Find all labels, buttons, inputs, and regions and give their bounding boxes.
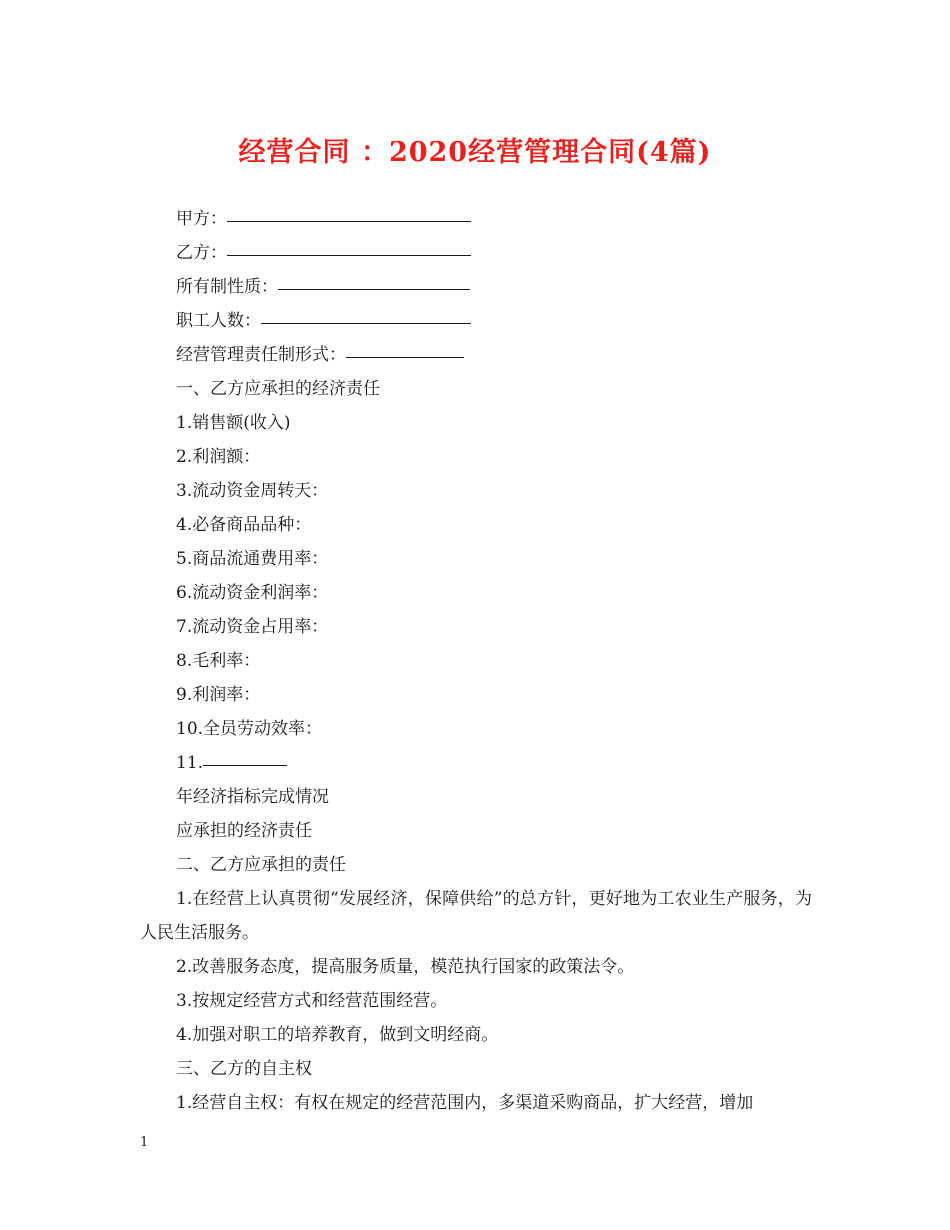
list-item: 1.经营自主权：有权在规定的经营范围内，多渠道采购商品，扩大经营，增加 xyxy=(176,1093,754,1113)
field-party-a xyxy=(140,202,812,236)
list-item: 3.按规定经营方式和经营范围经营。 xyxy=(176,991,448,1011)
field-label: 所有制性质： xyxy=(176,277,278,297)
section-heading-1: 一、乙方应承担的经济责任 xyxy=(176,379,380,399)
list-item: 2.利润额： xyxy=(176,447,261,467)
field-blank[interactable] xyxy=(278,269,470,290)
list-item: 6.流动资金利润率： xyxy=(176,583,329,603)
list-item: 10.全员劳动效率： xyxy=(176,719,323,739)
section-heading-3: 三、乙方的自主权 xyxy=(176,1059,312,1079)
section-heading-2: 二、乙方应承担的责任 xyxy=(176,855,346,875)
field-blank[interactable] xyxy=(227,235,471,256)
field-blank[interactable] xyxy=(346,337,464,358)
field-blank[interactable] xyxy=(203,745,287,766)
list-item: 8.毛利率： xyxy=(176,651,261,671)
list-item: 4.必备商品品种： xyxy=(176,515,312,535)
field-responsibility-form xyxy=(140,338,812,372)
field-party-b xyxy=(140,236,812,270)
document-body xyxy=(140,202,812,1120)
list-item: 3.流动资金周转天： xyxy=(176,481,329,501)
field-label: 乙方： xyxy=(176,243,227,263)
page-number: 1 xyxy=(140,1135,149,1150)
field-blank[interactable] xyxy=(261,303,471,324)
list-item-label: 11. xyxy=(176,753,204,773)
field-label: 职工人数： xyxy=(176,311,261,331)
list-item: 9.利润率： xyxy=(176,685,261,705)
field-employee-count xyxy=(140,304,812,338)
list-item: 2.改善服务态度，提高服务质量，模范执行国家的政策法令。 xyxy=(176,957,635,977)
paragraph-line: 应承担的经济责任 xyxy=(176,821,312,841)
list-item: 4.加强对职工的培养教育，做到文明经商。 xyxy=(176,1025,499,1045)
field-ownership xyxy=(140,270,812,304)
list-item: 1.在经营上认真贯彻“发展经济，保障供给”的总方针，更好地为工农业生产服务，为人民生活服务。 xyxy=(140,889,812,943)
list-item-11 xyxy=(140,746,812,780)
field-label: 甲方： xyxy=(176,209,227,229)
paragraph-line: 年经济指标完成情况 xyxy=(176,787,329,807)
field-label: 经营管理责任制形式： xyxy=(176,345,346,365)
document-title: 经营合同 ：2020经营管理合同(4篇) xyxy=(238,137,712,168)
field-blank[interactable] xyxy=(227,201,471,222)
list-item: 1.销售额(收入) xyxy=(176,413,291,433)
list-item: 7.流动资金占用率： xyxy=(176,617,329,637)
list-item: 5.商品流通费用率： xyxy=(176,549,329,569)
